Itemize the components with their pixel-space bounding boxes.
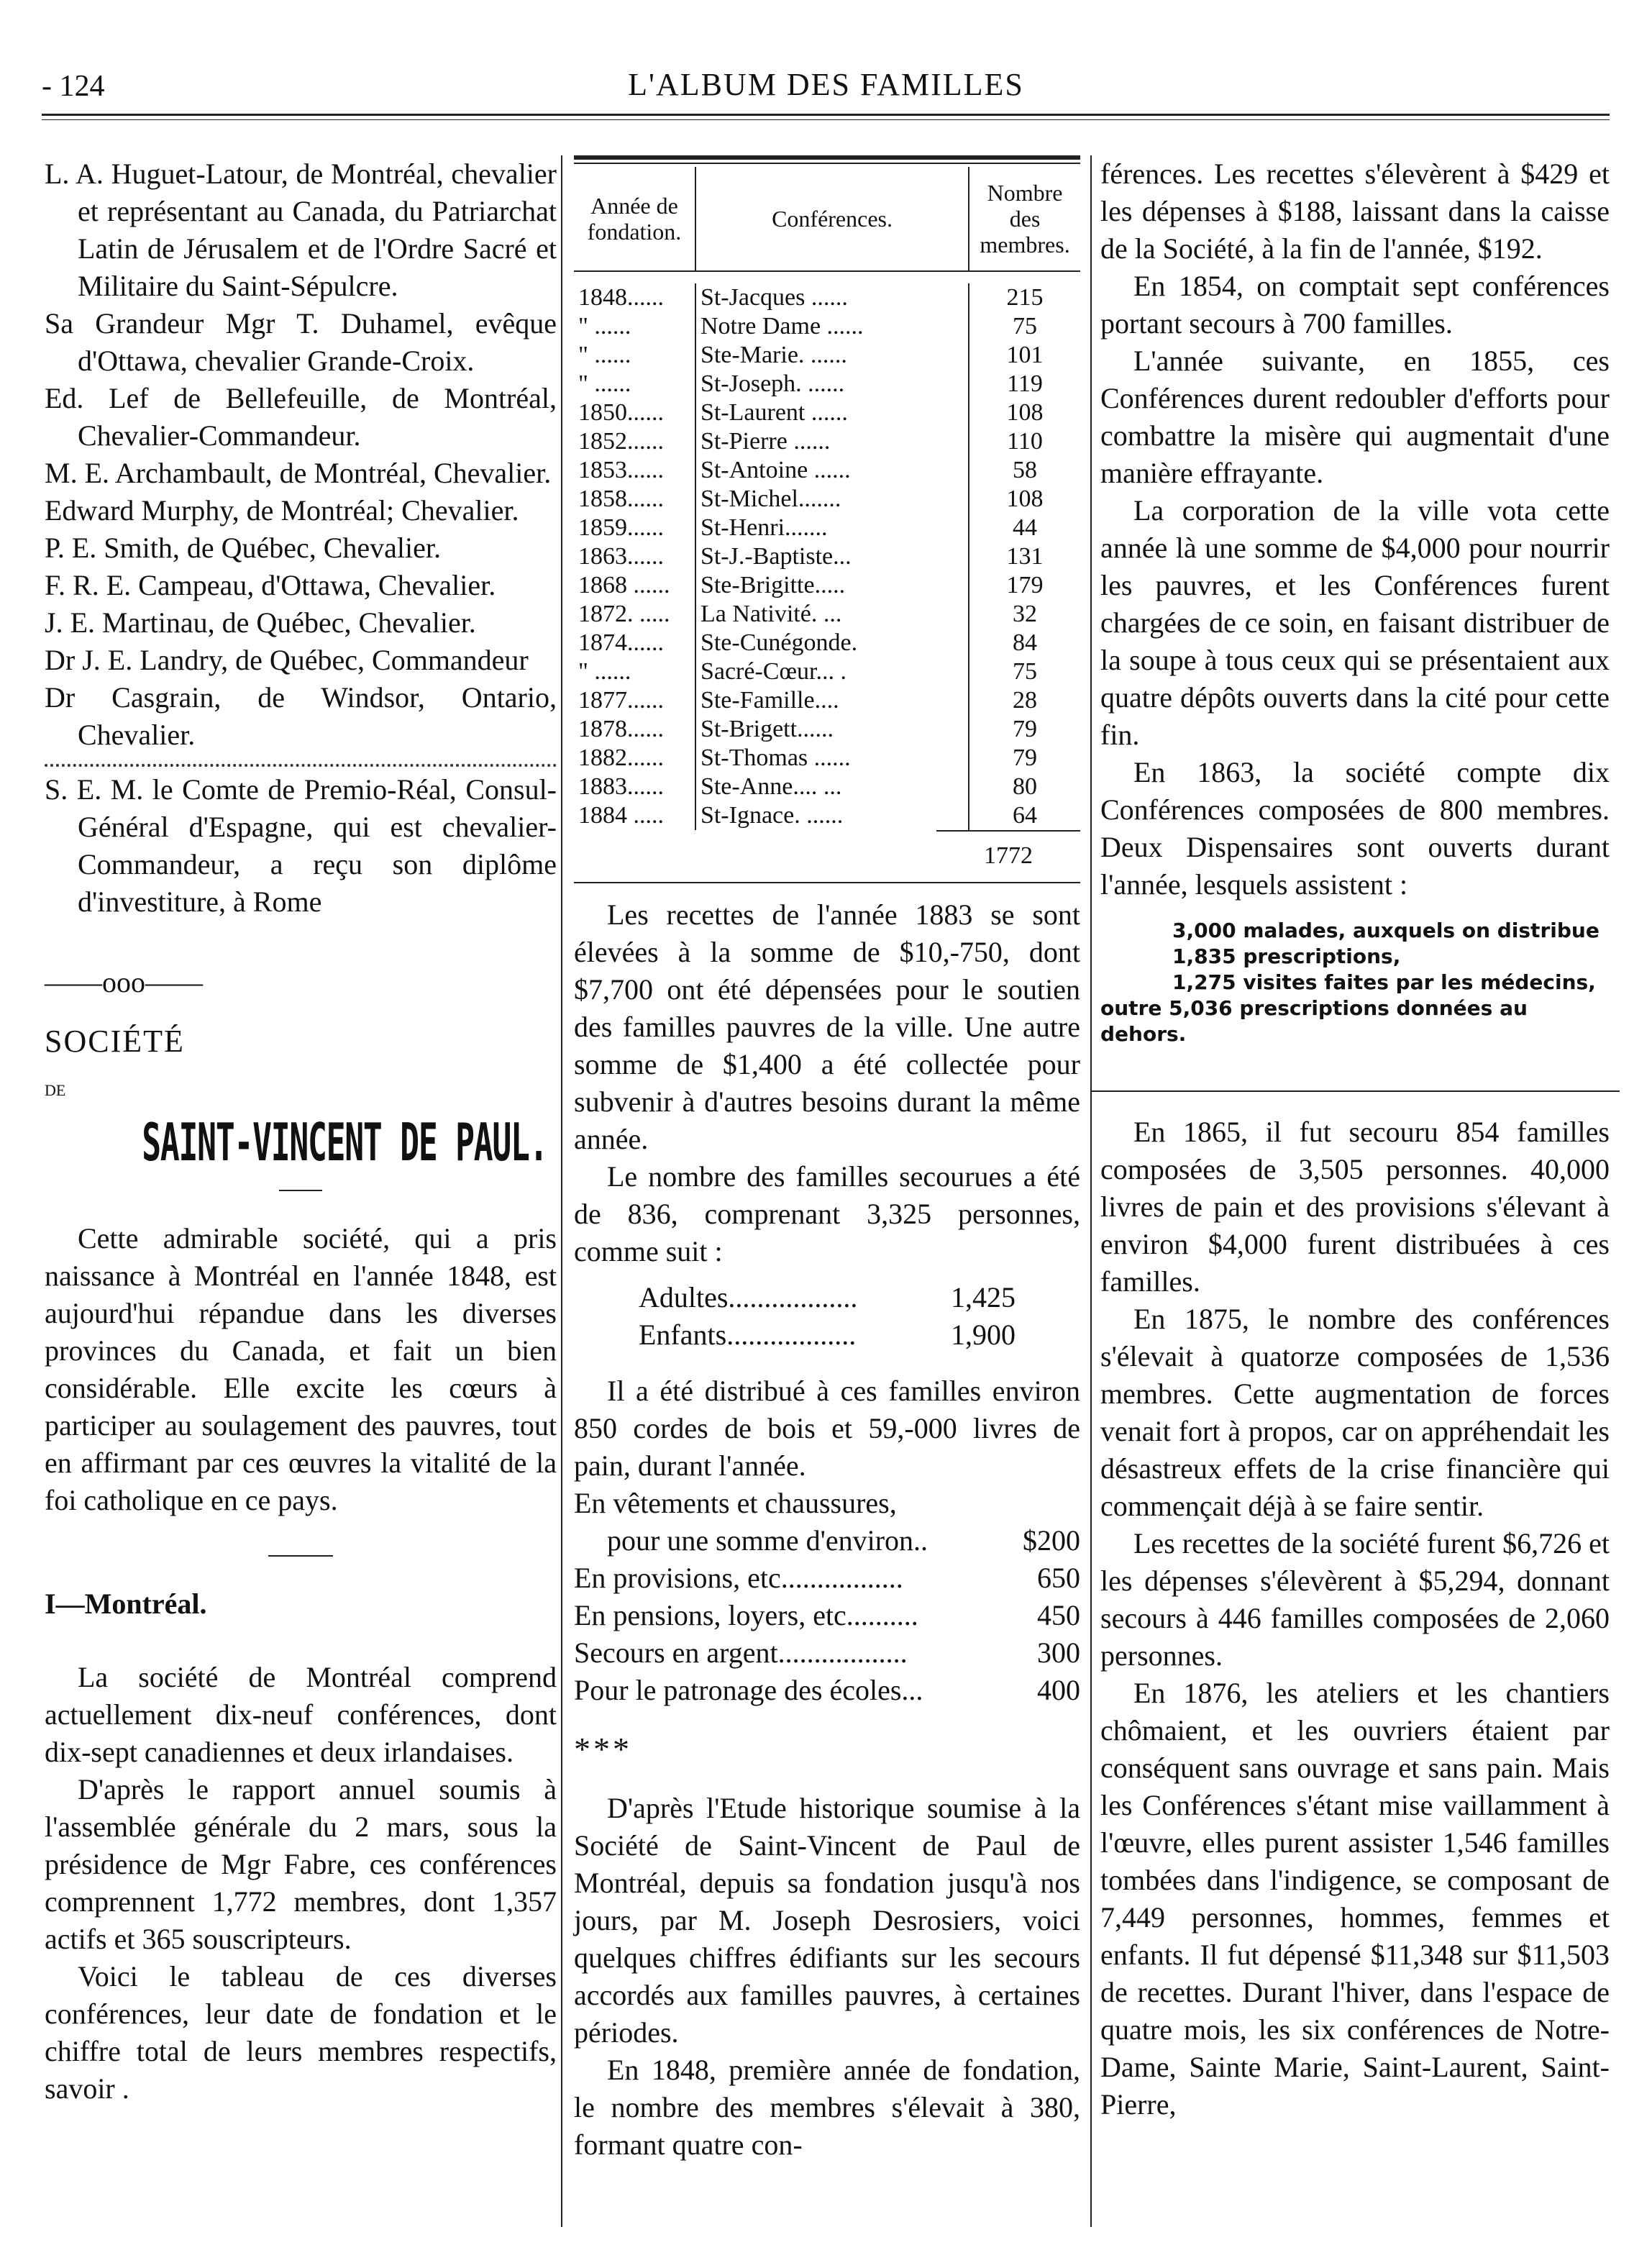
page-number: - 124 bbox=[42, 70, 105, 103]
cell-conference: Ste-Marie. ...... bbox=[695, 341, 969, 370]
table-row bbox=[574, 715, 1080, 744]
cell-members: 179 bbox=[1006, 572, 1044, 598]
cell-year: 1852...... bbox=[574, 427, 695, 456]
col3-paragraph-1: férences. Les recettes s'élevèrent à $429 et les dépenses à $188, laissant dans la caisse de la Société, à la fin de l'année, $192. bbox=[1100, 158, 1610, 265]
col3-paragraph-6: En 1865, il fut secouru 854 familles composées de 3,505 personnes. 40,000 livres de pain et des provisions s'élevant à environ $4,000 furent distribuées à ces familles. bbox=[1100, 1116, 1610, 1298]
expense-item bbox=[574, 1597, 1080, 1634]
cell-year: " ...... bbox=[574, 312, 695, 341]
cell-conference: Sacré-Cœur... . bbox=[695, 657, 969, 686]
cell-conference: Ste-Cunégonde. bbox=[695, 629, 969, 657]
table-total: 1772 bbox=[936, 830, 1080, 875]
expense-label: pour une somme d'environ.. bbox=[607, 1524, 928, 1557]
enfants-label: Enfants.................. bbox=[639, 1319, 857, 1351]
entry-4: M. E. Archambault, de Montréal, Chevalier. bbox=[45, 457, 552, 489]
cell-members: 108 bbox=[1006, 486, 1044, 512]
header-nombre: Nombre des membres. bbox=[980, 180, 1070, 258]
cell-conference: Ste-Brigitte..... bbox=[695, 571, 969, 600]
table-row bbox=[574, 283, 1080, 312]
table-row bbox=[574, 686, 1080, 715]
col3-paragraph-5: En 1863, la société compte dix Conférences composées de 800 membres. Deux Dispensaires sont ouverts durant l'année, lesquels assistent : bbox=[1100, 756, 1610, 901]
expense-label: Pour le patronage des écoles... bbox=[574, 1674, 923, 1706]
vetements-line: En vêtements et chaussures, bbox=[574, 1487, 897, 1519]
expense-item bbox=[574, 1634, 1080, 1672]
table-row bbox=[574, 629, 1080, 657]
running-title: L'ALBUM DES FAMILLES bbox=[628, 67, 1024, 102]
enfants-value: 1,900 bbox=[951, 1319, 1016, 1351]
cell-members: 215 bbox=[1006, 284, 1044, 311]
table-row bbox=[574, 456, 1080, 485]
cell-members: 119 bbox=[1007, 370, 1043, 397]
cell-members: 101 bbox=[1006, 342, 1044, 368]
table-row bbox=[574, 312, 1080, 341]
table-row bbox=[574, 370, 1080, 399]
cell-conference: Notre Dame ...... bbox=[695, 312, 969, 341]
col3-paragraph-3: L'année suivante, en 1855, ces Conférences durent redoubler d'efforts pour combattre la misère qui augmentait d'une manière effrayante. bbox=[1100, 345, 1610, 489]
entry-10: Dr Casgrain, de Windsor, Ontario, Chevalier. bbox=[45, 681, 557, 751]
cell-year: 1848...... bbox=[574, 283, 695, 312]
familles-paragraph: Le nombre des familles secourues a été de 836, comprenant 3,325 personnes, comme suit : bbox=[574, 1160, 1080, 1267]
etude-paragraph: D'après l'Etude historique soumise à la Société de Saint-Vincent de Paul de Montréal, depuis sa fondation jusqu'à nos jours, par M. Joseph Desrosiers, voici quelques chiffres édifiants sur les secours accordés aux familles pauvres, à certaines périodes. bbox=[574, 1792, 1080, 2049]
table-row bbox=[574, 744, 1080, 773]
paragraph-3: Voici le tableau de ces diverses conférences, leur date de fondation et le chiffre total de leurs membres respectifs, savoir . bbox=[45, 1960, 557, 2105]
cell-conference: St-Henri....... bbox=[695, 514, 969, 542]
cell-year: 1850...... bbox=[574, 399, 695, 427]
table-row bbox=[574, 514, 1080, 542]
column-3 bbox=[1100, 155, 1610, 2123]
expense-amount: 450 bbox=[1037, 1599, 1080, 1631]
cell-year: 1858...... bbox=[574, 485, 695, 514]
entry-5: Edward Murphy, de Montréal; Chevalier. bbox=[45, 494, 519, 527]
expense-label: Secours en argent.................. bbox=[574, 1636, 908, 1669]
persons-list bbox=[574, 1279, 1080, 1354]
cell-year: 1872. ..... bbox=[574, 600, 695, 629]
adultes-label: Adultes.................. bbox=[639, 1281, 858, 1313]
cell-conference: St-Jacques ...... bbox=[695, 283, 969, 312]
cell-conference: St-Michel....... bbox=[695, 485, 969, 514]
cell-members: 108 bbox=[1006, 399, 1044, 426]
column-2 bbox=[574, 155, 1080, 2164]
conferences-table bbox=[574, 167, 1080, 830]
dispensaire-item-2: 1,835 prescriptions, bbox=[1172, 944, 1401, 968]
col3-paragraph-2: En 1854, on comptait sept conférences portant secours à 700 familles. bbox=[1100, 270, 1610, 340]
expense-item bbox=[574, 1522, 1080, 1559]
cell-conference: Ste-Famille.... bbox=[695, 686, 969, 715]
cell-year: " ...... bbox=[574, 341, 695, 370]
cell-year: 1874...... bbox=[574, 629, 695, 657]
table-row bbox=[574, 657, 1080, 686]
societe-heading: SOCIÉTÉ bbox=[45, 1024, 185, 1059]
expense-item bbox=[574, 1672, 1080, 1709]
entry-1: L. A. Huguet-Latour, de Montréal, chevalier et représentant au Canada, du Patriarchat Latin de Jérusalem et de l'Ordre Sacré et Militaire du Saint-Sépulcre. bbox=[45, 158, 557, 302]
table-row bbox=[574, 399, 1080, 427]
distribution-paragraph: Il a été distribué à ces familles environ 850 cordes de bois et 59,-000 livres de pain, durant l'année. bbox=[574, 1375, 1080, 1482]
section-heading: I—Montréal. bbox=[45, 1588, 207, 1620]
column-1 bbox=[45, 155, 557, 2108]
cell-conference: St-Brigett...... bbox=[695, 715, 969, 744]
cell-year: 1883...... bbox=[574, 773, 695, 801]
expense-amount: $200 bbox=[1023, 1524, 1080, 1557]
premio-entry: S. E. M. le Comte de Premio-Réal, Consul-Général d'Espagne, qui est chevalier-Commandeur, a reçu son diplôme d'investiture, à Rome bbox=[45, 773, 557, 918]
table-row bbox=[574, 600, 1080, 629]
cell-members: 75 bbox=[1013, 313, 1038, 340]
col3-paragraph-8: Les recettes de la société furent $6,726 et les dépenses s'élevèrent à $5,294, donnant secours à 446 familles composées de 2,060 personnes. bbox=[1100, 1527, 1610, 1672]
cell-year: " ...... bbox=[574, 657, 695, 686]
dispensaire-item-1: 3,000 malades, auxquels on distribue bbox=[1172, 919, 1599, 942]
table-row bbox=[574, 427, 1080, 456]
cell-year: 1868 ...... bbox=[574, 571, 695, 600]
entry-8: J. E. Martinau, de Québec, Chevalier. bbox=[45, 606, 476, 639]
expense-item bbox=[574, 1559, 1080, 1597]
cell-members: 28 bbox=[1013, 687, 1038, 714]
cell-conference: St-J.-Baptiste... bbox=[695, 542, 969, 571]
cell-year: 1853...... bbox=[574, 456, 695, 485]
expense-amount: 300 bbox=[1037, 1636, 1080, 1669]
table-row bbox=[574, 341, 1080, 370]
cell-members: 80 bbox=[1013, 773, 1038, 800]
entry-6: P. E. Smith, de Québec, Chevalier. bbox=[45, 532, 442, 564]
entry-7: F. R. E. Campeau, d'Ottawa, Chevalier. bbox=[45, 569, 496, 601]
cell-year: 1878...... bbox=[574, 715, 695, 744]
header-conferences: Conférences. bbox=[695, 167, 969, 271]
table-row bbox=[574, 801, 1080, 830]
cell-year: 1863...... bbox=[574, 542, 695, 571]
paragraph-1: La société de Montréal comprend actuellement dix-neuf conférences, dont dix-sept canadiennes et deux irlandaises. bbox=[45, 1661, 557, 1768]
cell-members: 58 bbox=[1013, 457, 1038, 483]
table-row bbox=[574, 485, 1080, 514]
main-title: SAINT-VINCENT DE PAUL. bbox=[142, 1112, 548, 1172]
intro-paragraph: Cette admirable société, qui a pris naissance à Montréal en l'année 1848, est aujourd'hui répandue dans les diverses provinces du Canada, et fait un bien considérable. Elle excite les cœurs à participer au soulagement des pauvres, tout en affirmant par ces œuvres la vitalité de la foi catholique en ce pays. bbox=[45, 1222, 557, 1516]
table-row bbox=[574, 773, 1080, 801]
table-top-rule bbox=[574, 155, 1080, 164]
cell-year: 1882...... bbox=[574, 744, 695, 773]
adultes-value: 1,425 bbox=[951, 1281, 1016, 1313]
stars-ornament: *** bbox=[574, 1731, 632, 1767]
header-rule-thin bbox=[42, 119, 1610, 120]
col3-paragraph-9: En 1876, les ateliers et les chantiers chômaient, et les ouvriers étaient par conséquent sans ouvrage et sans pain. Mais les Conférences s'étant mise vaillamment à l'œuvre, elles purent assister 1,546 familles tombées dans l'indigence, se composant de 7,449 personnes, hommes, femmes et enfants. Il fut dépensé $11,348 sur $11,503 de recettes. Durant l'hiver, dans l'espace de quatre mois, les six conférences de Notre-Dame, Sainte Marie, Saint-Laurent, Saint-Pierre, bbox=[1100, 1677, 1610, 2121]
expense-amount: 650 bbox=[1037, 1562, 1080, 1594]
fondation-paragraph: En 1848, première année de fondation, le nombre des membres s'élevait à 380, formant quatre con- bbox=[574, 2054, 1080, 2161]
header-rule bbox=[42, 114, 1610, 116]
table-row bbox=[574, 571, 1080, 600]
cell-members: 79 bbox=[1013, 744, 1038, 771]
expense-list bbox=[574, 1522, 1080, 1709]
cell-members: 32 bbox=[1013, 601, 1038, 627]
cell-year: 1877...... bbox=[574, 686, 695, 715]
cell-members: 79 bbox=[1013, 716, 1038, 742]
cell-conference: St-Antoine ...... bbox=[695, 456, 969, 485]
cell-members: 75 bbox=[1013, 658, 1038, 685]
cell-conference: St-Laurent ...... bbox=[695, 399, 969, 427]
cell-members: 44 bbox=[1013, 514, 1038, 541]
cell-conference: La Nativité. ... bbox=[695, 600, 969, 629]
cell-year: " ...... bbox=[574, 370, 695, 399]
recettes-paragraph: Les recettes de l'année 1883 se sont élevées à la somme de $10,-750, dont $7,700 ont été dépensées pour le soutien des familles pauvres de la ville. Une autre somme de $1,400 a été collectée pour subvenir à d'autres besoins durant la même année. bbox=[574, 898, 1080, 1155]
cell-year: 1884 ..... bbox=[574, 801, 695, 830]
entry-2: Sa Grandeur Mgr T. Duhamel, evêque d'Ottawa, chevalier Grande-Croix. bbox=[45, 307, 557, 377]
cell-conference: Ste-Anne.... ... bbox=[695, 773, 969, 801]
cell-conference: St-Joseph. ...... bbox=[695, 370, 969, 399]
entry-3: Ed. Lef de Bellefeuille, de Montréal, Chevalier-Commandeur. bbox=[45, 382, 557, 452]
cell-members: 84 bbox=[1013, 629, 1038, 656]
col3-paragraph-4: La corporation de la ville vota cette année là une somme de $4,000 pour nourrir les pauvres, et les Conférences furent chargées de ce soin, en faisant distribuer de la soupe à tous ceux qui se présentaient aux quatre dépôts ouverts dans la cité pour cette fin. bbox=[1100, 494, 1610, 751]
header-annee: Année de fondation. bbox=[574, 167, 695, 271]
de-heading: DE bbox=[45, 1081, 66, 1099]
dispensaire-item-4: outre 5,036 prescriptions données au dehors. bbox=[1100, 996, 1528, 1046]
cell-conference: St-Pierre ...... bbox=[695, 427, 969, 456]
paragraph-2: D'après le rapport annuel soumis à l'assemblée générale du 2 mars, sous la présidence de Mgr Fabre, ces conférences comprennent 1,772 membres, dont 1,357 actifs et 365 souscripteurs. bbox=[45, 1773, 557, 1955]
cell-members: 131 bbox=[1006, 543, 1044, 570]
dotted-separator bbox=[45, 764, 557, 767]
col3-rule bbox=[1090, 1090, 1620, 1092]
cell-conference: St-Ignace. ...... bbox=[695, 801, 969, 830]
table-row bbox=[574, 542, 1080, 571]
dispensaire-item-3: 1,275 visites faites par les médecins, bbox=[1172, 970, 1596, 994]
dispensaire-list bbox=[1100, 918, 1610, 1047]
expense-label: En pensions, loyers, etc.......... bbox=[574, 1599, 918, 1631]
expense-label: En provisions, etc................. bbox=[574, 1562, 903, 1594]
entry-9: Dr J. E. Landry, de Québec, Commandeur bbox=[45, 644, 529, 676]
cell-members: 110 bbox=[1007, 428, 1043, 455]
column-divider-2 bbox=[1090, 155, 1092, 2227]
ornament: ——ooo—— bbox=[45, 966, 203, 998]
col3-paragraph-7: En 1875, le nombre des conférences s'élevait à quatorze composées de 1,536 membres. Cette augmentation de forces venait fort à propos, car on appréhendait les désastreux effets de la crise financière qui commençait déjà à se faire sentir. bbox=[1100, 1303, 1610, 1522]
expense-amount: 400 bbox=[1037, 1674, 1080, 1706]
cell-members: 64 bbox=[1013, 802, 1038, 829]
cell-conference: St-Thomas ...... bbox=[695, 744, 969, 773]
cell-year: 1859...... bbox=[574, 514, 695, 542]
column-divider-1 bbox=[561, 155, 562, 2227]
